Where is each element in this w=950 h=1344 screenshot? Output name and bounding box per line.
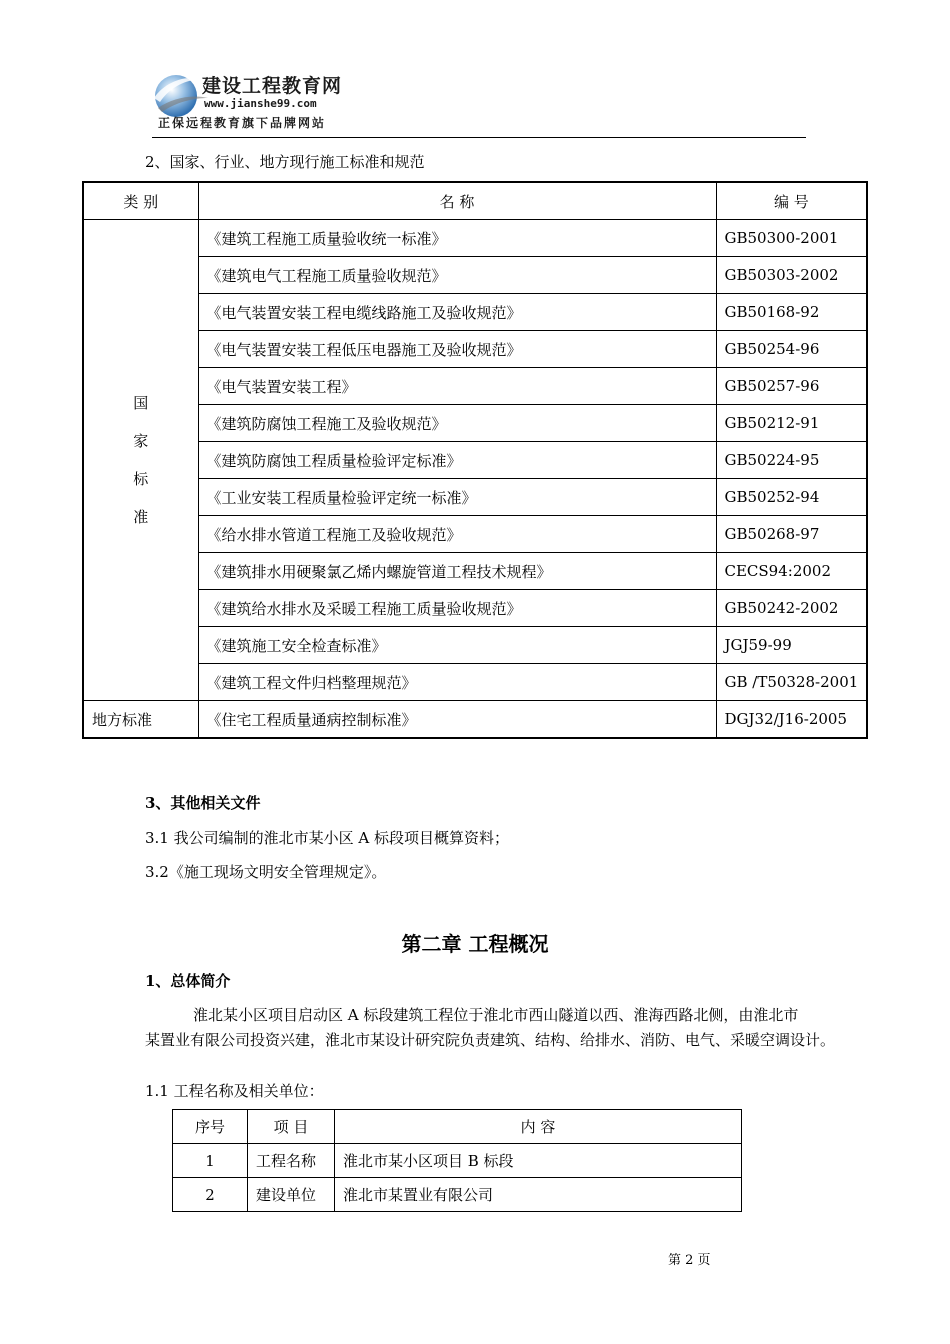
section-2-heading: 2、国家、行业、地方现行施工标准和规范 [145,153,425,171]
project-info-table [172,1109,742,1212]
standard-name: 《电气装置安装工程》 [198,368,716,405]
section-3-item: 3.2《施工现场文明安全管理规定》。 [145,863,387,881]
standard-code: GB50303-2002 [716,257,867,294]
row-content: 淮北市某置业有限公司 [335,1178,742,1212]
header-name: 名 称 [198,182,716,220]
subsection-1-heading: 1、总体简介 [145,972,231,990]
category-char: 国 [133,394,149,412]
row-no: 1 [173,1144,248,1178]
standard-name: 《建筑防腐蚀工程质量检验评定标准》 [198,442,716,479]
standard-name: 《建筑给水排水及采暖工程施工质量验收规范》 [198,590,716,627]
logo-slogan: 正保远程教育旗下品牌网站 [158,116,327,130]
table-row [83,516,867,553]
category-char: 标 [133,470,149,488]
standard-code: GB50224-95 [716,442,867,479]
chapter-title: 第二章 工程概况 [401,932,549,956]
standard-code: GB50268-97 [716,516,867,553]
standard-code: GB50254-96 [716,331,867,368]
logo-url: www.jianshe99.com [204,97,317,110]
standard-code: GB50242-2002 [716,590,867,627]
table-row-local [83,701,867,739]
standard-name: 《建筑工程文件归档整理规范》 [198,664,716,701]
header-no: 序号 [173,1110,248,1144]
row-item: 工程名称 [248,1144,335,1178]
table-row [83,553,867,590]
national-standard-category [83,220,198,701]
table-row [83,442,867,479]
info-header-row [173,1110,742,1144]
standard-name: 《工业安装工程质量检验评定统一标准》 [198,479,716,516]
intro-paragraph-line: 淮北某小区项目启动区 A 标段建筑工程位于淮北市西山隧道以西、淮海西路北侧，由淮北市 [193,1006,799,1024]
row-no: 2 [173,1178,248,1212]
standard-code: GB50257-96 [716,368,867,405]
table-row [83,294,867,331]
section-3-item: 3.1 我公司编制的淮北市某小区 A 标段项目概算资料； [145,829,509,847]
local-standard-category: 地方标准 [83,701,198,739]
standard-name: 《给水排水管道工程施工及验收规范》 [198,516,716,553]
standard-code: GB50212-91 [716,405,867,442]
row-content: 淮北市某小区项目 B 标段 [335,1144,742,1178]
standard-code: DGJ32/J16-2005 [716,701,867,739]
standard-code: GB /T50328-2001 [716,664,867,701]
table-row [83,479,867,516]
standard-code: GB50252-94 [716,479,867,516]
table-row [83,331,867,368]
row-item: 建设单位 [248,1178,335,1212]
table-row [173,1144,742,1178]
standard-code: GB50300-2001 [716,220,867,257]
header-divider [152,137,806,138]
standard-name: 《电气装置安装工程电缆线路施工及验收规范》 [198,294,716,331]
standards-header-row [83,182,867,220]
header-item: 项 目 [248,1110,335,1144]
category-char: 家 [133,432,149,450]
page-number: 第 2 页 [668,1253,711,1268]
table-row [83,368,867,405]
standard-name: 《建筑电气工程施工质量验收规范》 [198,257,716,294]
standard-name: 《建筑排水用硬聚氯乙烯内螺旋管道工程技术规程》 [198,553,716,590]
table-row [83,220,867,257]
table-row [83,405,867,442]
logo-title: 建设工程教育网 [202,75,343,97]
table-row [83,590,867,627]
standard-name: 《建筑防腐蚀工程施工及验收规范》 [198,405,716,442]
standard-name: 《电气装置安装工程低压电器施工及验收规范》 [198,331,716,368]
subsection-1-1-heading: 1.1 工程名称及相关单位： [145,1082,324,1100]
standard-code: JGJ59-99 [716,627,867,664]
header-code: 编 号 [716,182,867,220]
standard-name: 《建筑工程施工质量验收统一标准》 [198,220,716,257]
standard-code: GB50168-92 [716,294,867,331]
section-3-heading: 3、其他相关文件 [145,794,261,812]
standard-name: 《住宅工程质量通病控制标准》 [198,701,716,739]
table-row [83,664,867,701]
intro-paragraph-line: 某置业有限公司投资兴建，淮北市某设计研究院负责建筑、结构、给排水、消防、电气、采暖空调设计。 [145,1031,836,1049]
table-row [83,627,867,664]
standard-code: CECS94:2002 [716,553,867,590]
standard-name: 《建筑施工安全检查标准》 [198,627,716,664]
header-content: 内 容 [335,1110,742,1144]
table-row [173,1178,742,1212]
header-category: 类 别 [83,182,198,220]
standards-table [82,181,868,739]
table-row [83,257,867,294]
category-char: 准 [133,508,149,526]
